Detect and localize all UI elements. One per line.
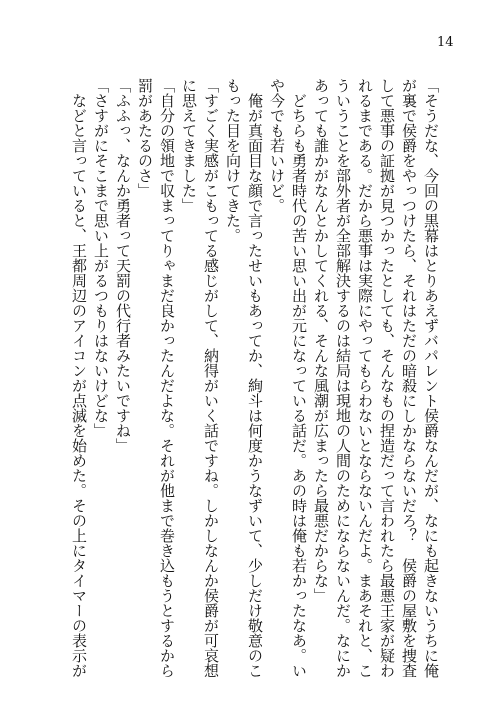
text-line: 「すごく実感がこもってる感じがして、納得がいく話ですね。しかしなんか侯爵が可哀想 bbox=[202, 78, 220, 678]
text-line: れるまである。だから悪事は実際にやってもらわないとならないんだよ。まあそれと、こ bbox=[356, 78, 374, 678]
text-line: が裏で侯爵をやっつけたら、それはただの暗殺にしかならないだろ？ 侯爵の屋敷を捜査 bbox=[400, 78, 418, 678]
vertical-text-body bbox=[68, 78, 442, 678]
text-line: あっても誰かがなんとかしてくれる、そんな風潮が広まったら最悪だからな」 bbox=[312, 78, 330, 603]
text-line: 「自分の領地で収まってりゃまだ良かったんだよな。それが他まで巻き込もうとするから bbox=[158, 78, 176, 678]
text-line: 罰があたるのさ」 bbox=[136, 78, 154, 198]
text-line: 「さすがにそこまで思い上がるつもりはないけどな」 bbox=[92, 78, 110, 438]
text-line: 「ふふっ、なんか勇者って天罰の代行者みたいですね」 bbox=[114, 78, 132, 453]
text-line: して悪事の証拠が見つかったとしても、そんなもの捏造だって言われたら最悪王家が疑わ bbox=[378, 78, 396, 678]
text-line: どちらも勇者時代の苦い思い出が元になっている話だ。あの時は俺も若かったなあ。い bbox=[290, 78, 308, 678]
text-line: などと言っていると、王都周辺のアイコンが点滅を始めた。その上にタイマーの表示が bbox=[70, 78, 88, 678]
page-number: 14 bbox=[437, 35, 454, 50]
text-line: 「そうだな、今回の黒幕はとりあえずバパレント侯爵なんだが、なにも起きないうちに俺 bbox=[422, 78, 440, 678]
text-line: ういうことを部外者が全部解決するのは結局は現地の人間のためにならないんだ。なにか bbox=[334, 78, 352, 678]
text-line: 俺が真面目な顔で言ったせいもあってか、絢斗は何度かうなずいて、少しだけ敬意のこ bbox=[246, 78, 264, 678]
text-line: もった目を向けてきた。 bbox=[224, 78, 242, 243]
text-line: や今でも若いけど。 bbox=[268, 78, 286, 213]
text-line: に思えてきました」 bbox=[180, 78, 198, 213]
